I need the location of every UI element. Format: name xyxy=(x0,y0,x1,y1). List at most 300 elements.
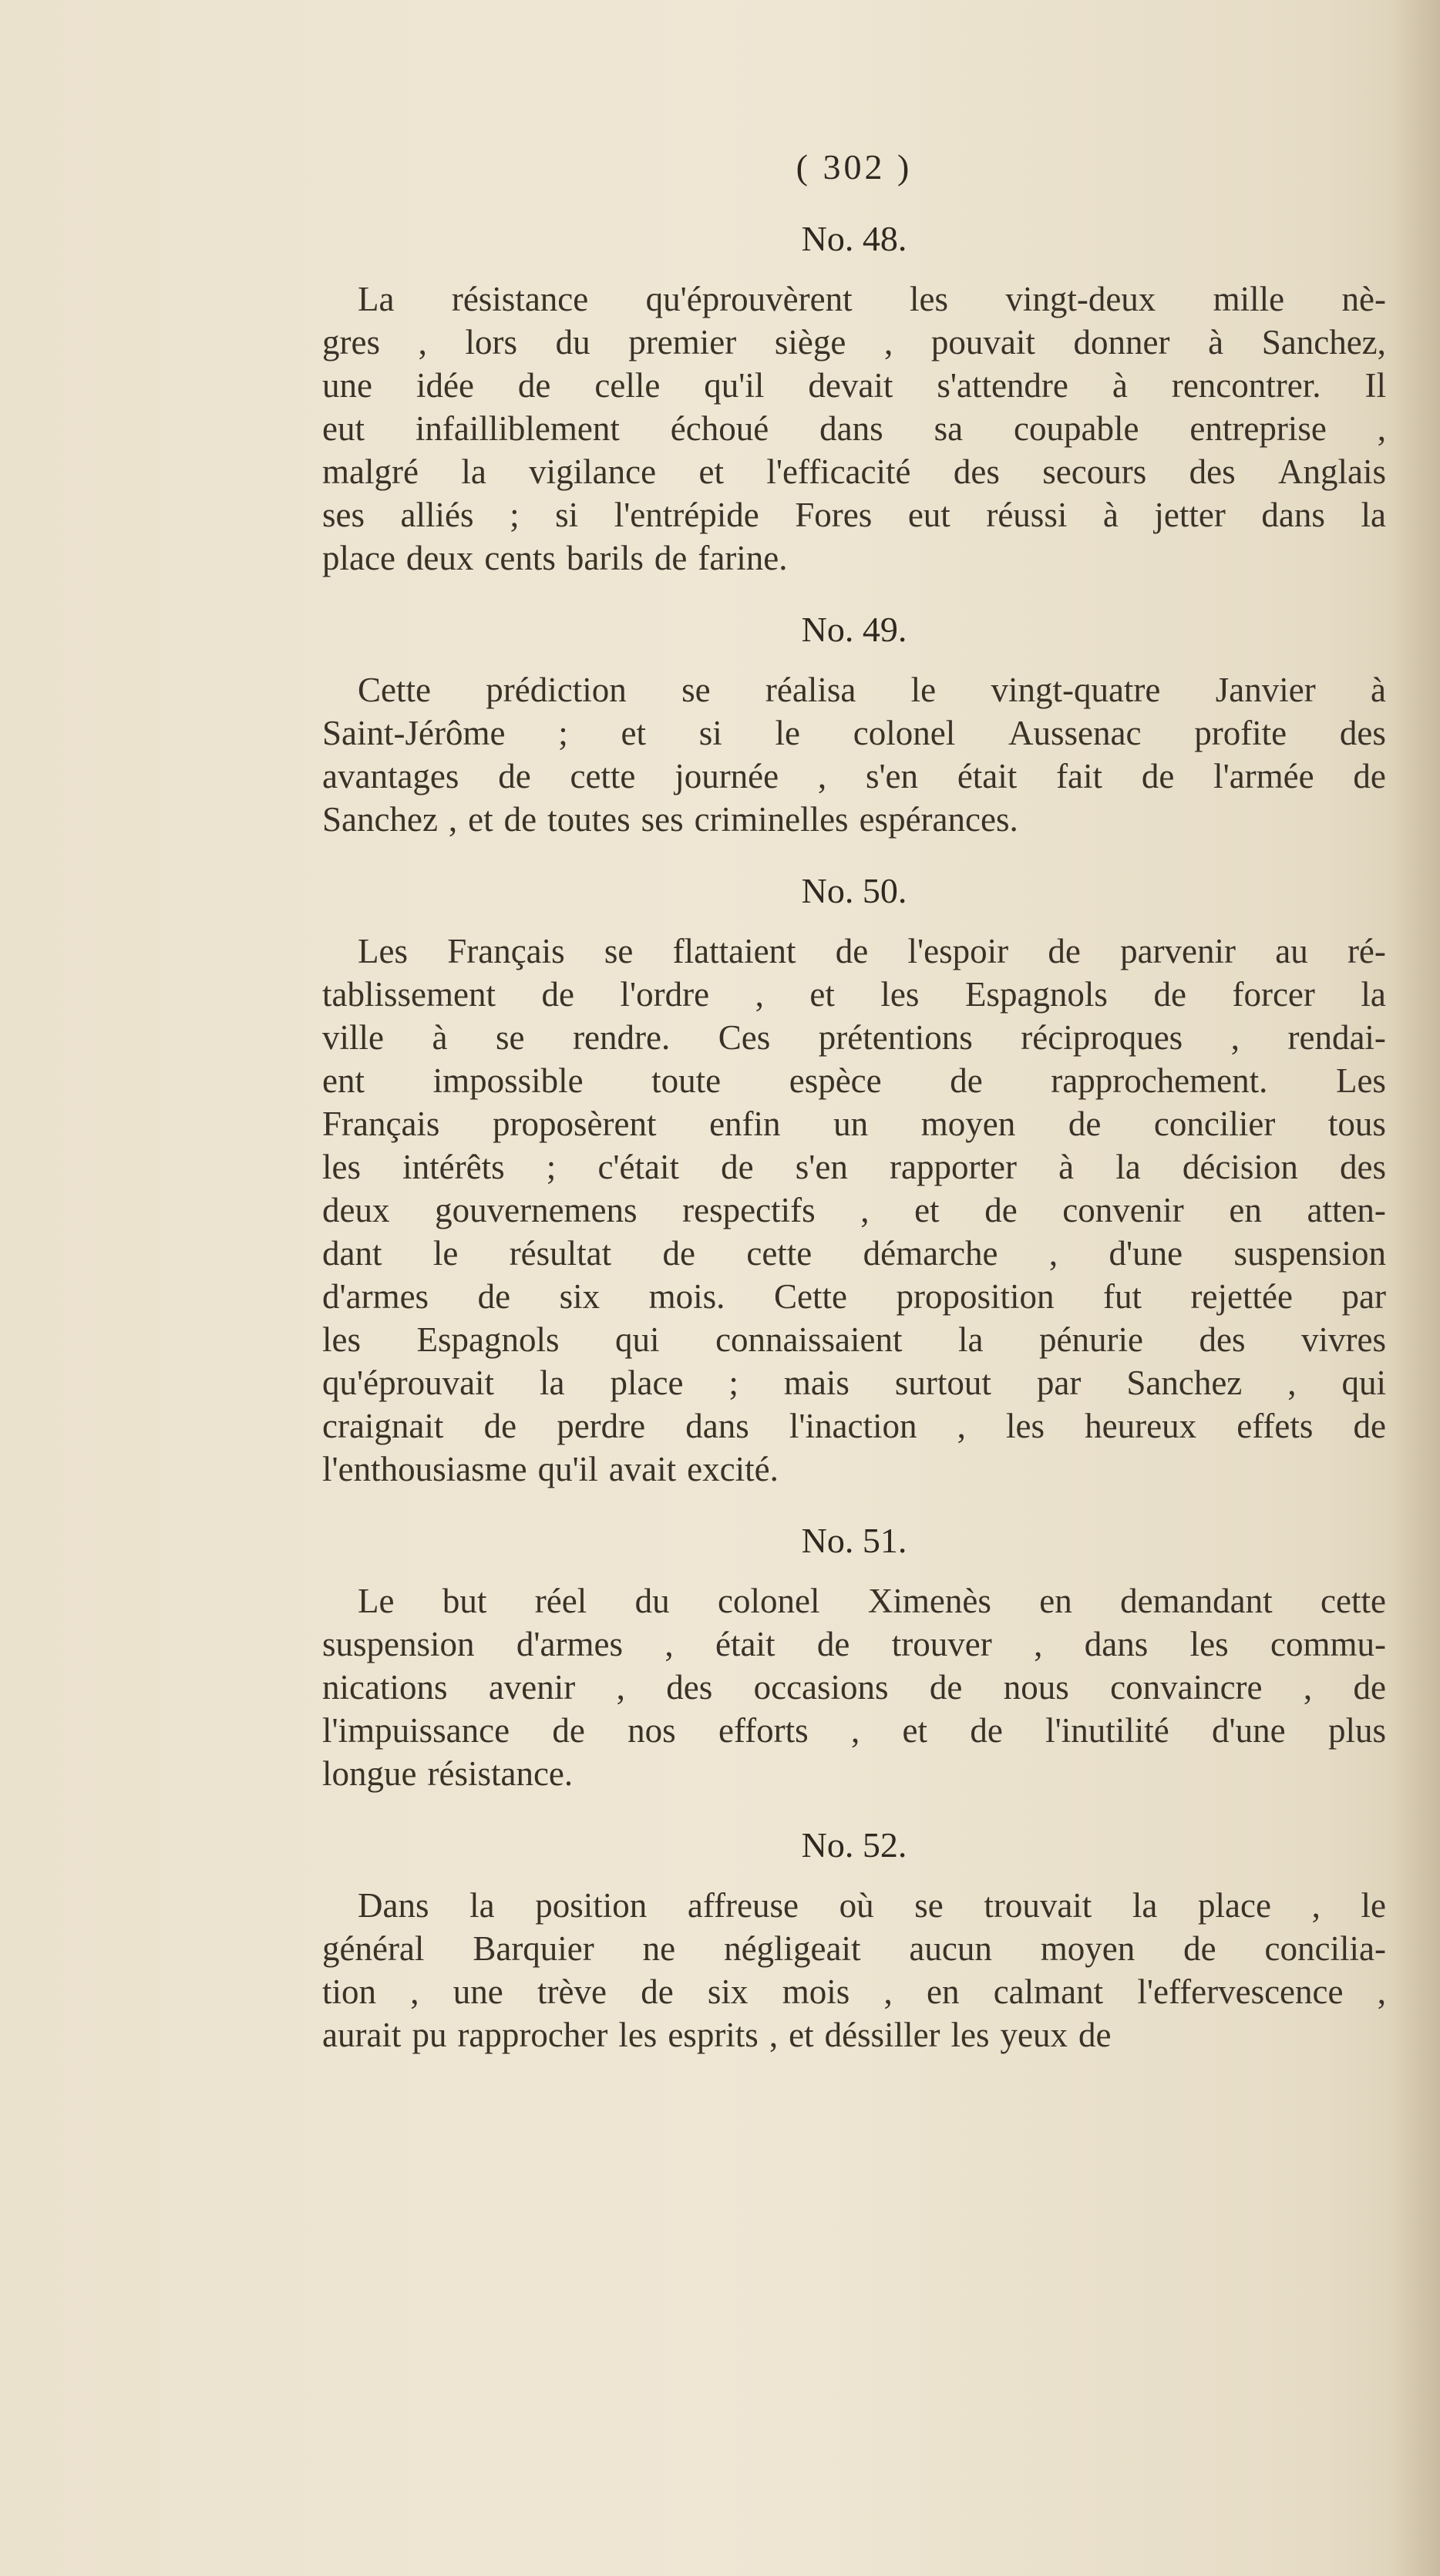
word: , xyxy=(616,1668,625,1707)
word: demandant xyxy=(1120,1582,1273,1620)
text-line xyxy=(322,1927,1386,1970)
text-line xyxy=(322,1884,1386,1927)
word: profite xyxy=(1194,714,1287,752)
word: réciproques xyxy=(1021,1018,1183,1057)
word: dans xyxy=(685,1407,749,1445)
word: trouvait xyxy=(984,1886,1092,1925)
word: mois xyxy=(782,1972,850,2011)
word: résistance xyxy=(451,280,589,318)
word: des xyxy=(1189,452,1236,491)
word: criminelles xyxy=(694,800,849,839)
text-line xyxy=(322,493,1386,536)
word: de xyxy=(517,366,551,405)
word: se xyxy=(914,1886,944,1925)
word: l'espoir xyxy=(907,932,1009,970)
word: qu'il xyxy=(537,1450,598,1488)
word: rendre. xyxy=(573,1018,671,1057)
word: Sanchez, xyxy=(1261,323,1386,362)
text-line xyxy=(322,1318,1386,1361)
word: lors xyxy=(465,323,518,362)
word: Sanchez xyxy=(1126,1364,1243,1402)
word: ville xyxy=(322,1018,384,1057)
word: de xyxy=(950,1061,983,1100)
word: Barquier xyxy=(473,1929,594,1968)
word: cette xyxy=(1321,1582,1386,1620)
word: à xyxy=(1371,671,1386,709)
word: et xyxy=(789,2016,814,2054)
word: vingt-deux xyxy=(1005,280,1156,318)
word: de xyxy=(541,975,574,1014)
word: nous xyxy=(1003,1668,1069,1707)
text-line xyxy=(322,1361,1386,1404)
word: ; xyxy=(546,1148,557,1186)
word: enfin xyxy=(709,1105,781,1143)
word: place xyxy=(322,539,395,577)
word: de xyxy=(1048,932,1081,970)
word: les xyxy=(1189,1625,1229,1663)
word: l'inaction xyxy=(789,1407,917,1445)
text-line xyxy=(322,1709,1386,1752)
word: la xyxy=(958,1320,984,1359)
word: , xyxy=(957,1407,966,1445)
word: le xyxy=(910,671,937,709)
word: , xyxy=(850,1711,860,1750)
word: rapprocher xyxy=(457,2016,608,2054)
word: , xyxy=(1377,1972,1386,2011)
word: si xyxy=(698,714,722,752)
word: nications xyxy=(322,1668,448,1707)
word: la xyxy=(1361,496,1386,534)
word: Sanchez xyxy=(322,800,438,839)
word: devait xyxy=(808,366,893,405)
word: barils xyxy=(566,539,644,577)
word: ses xyxy=(322,496,365,534)
word: nè- xyxy=(1341,280,1386,318)
text-line xyxy=(322,2013,1386,2056)
word: l'inutilité xyxy=(1045,1711,1169,1750)
text-line xyxy=(322,321,1386,364)
word: les xyxy=(618,2016,658,2054)
word: et xyxy=(809,975,835,1014)
word: ; xyxy=(728,1364,739,1402)
word: coupable xyxy=(1014,409,1139,448)
section xyxy=(322,1824,1386,2056)
word: journée xyxy=(675,757,779,795)
word: l'armée xyxy=(1213,757,1314,795)
word: le xyxy=(775,714,800,752)
word: les xyxy=(322,1320,361,1359)
word: s'en xyxy=(865,757,919,795)
word: réalisa xyxy=(765,671,856,709)
word: aurait xyxy=(322,2016,402,2054)
word: à xyxy=(1058,1148,1075,1186)
word: la xyxy=(1361,975,1386,1014)
word: du xyxy=(555,323,590,362)
word: par xyxy=(1036,1364,1082,1402)
word: flattaient xyxy=(672,932,796,970)
word: mille xyxy=(1213,280,1285,318)
word: de xyxy=(835,932,869,970)
page-text-block xyxy=(322,146,1386,2056)
word: dant xyxy=(322,1234,382,1273)
word: concilia- xyxy=(1264,1929,1386,1968)
text-line xyxy=(322,798,1386,841)
word: gouvernemens xyxy=(435,1191,638,1229)
word: fait xyxy=(1056,757,1103,795)
word: et xyxy=(468,800,493,839)
word: entreprise xyxy=(1189,409,1327,448)
word: tion xyxy=(322,1972,377,2011)
word: , xyxy=(1287,1364,1297,1402)
section-heading: No. 50. xyxy=(801,871,907,910)
text-line xyxy=(322,1016,1386,1059)
word: des xyxy=(953,452,1000,491)
word: trève xyxy=(537,1972,607,2011)
word: six xyxy=(559,1277,601,1316)
word: avantages xyxy=(322,757,459,795)
word: nos xyxy=(627,1711,676,1750)
word: but xyxy=(442,1582,487,1620)
word: donner xyxy=(1073,323,1170,362)
word: farine. xyxy=(698,539,788,577)
word: résistance. xyxy=(427,1754,574,1793)
word: eut xyxy=(322,409,365,448)
word: deux xyxy=(322,1191,390,1229)
word: Saint-Jérôme xyxy=(322,714,506,752)
word: réel xyxy=(534,1582,587,1620)
word: de xyxy=(1353,1407,1386,1445)
word: d'une xyxy=(1212,1711,1286,1750)
word: Fores xyxy=(795,496,873,534)
word: déssiller xyxy=(824,2016,940,2054)
word: colonel xyxy=(718,1582,820,1620)
word: proposition xyxy=(896,1277,1055,1316)
text-line xyxy=(322,711,1386,755)
word: et xyxy=(698,452,724,491)
word: à xyxy=(1208,323,1224,362)
word: d'armes xyxy=(516,1625,623,1663)
word: , xyxy=(1311,1886,1321,1925)
word: à xyxy=(1112,366,1128,405)
word: des xyxy=(1339,714,1386,752)
page-number: ( 302 ) xyxy=(796,147,913,187)
word: moyen xyxy=(1040,1929,1136,1968)
word: vivres xyxy=(1300,1320,1386,1359)
word: était xyxy=(715,1625,776,1663)
word: du xyxy=(634,1582,670,1620)
section-heading: No. 49. xyxy=(801,610,907,649)
word: convaincre xyxy=(1110,1668,1263,1707)
word: réussi xyxy=(986,496,1068,534)
text-line xyxy=(322,1970,1386,2013)
word: Cette xyxy=(358,671,431,709)
section xyxy=(322,218,1386,580)
word: avenir xyxy=(488,1668,576,1707)
word: un xyxy=(833,1105,869,1143)
word: le xyxy=(432,1234,459,1273)
word: décision xyxy=(1182,1148,1298,1186)
word: forcer xyxy=(1232,975,1315,1014)
word: de xyxy=(816,1625,850,1663)
word: sa xyxy=(934,409,964,448)
word: se xyxy=(496,1018,525,1057)
word: espérances. xyxy=(859,800,1018,839)
word: en xyxy=(1229,1191,1262,1229)
word: calmant xyxy=(993,1972,1104,2011)
word: , xyxy=(883,1972,893,2011)
word: avait xyxy=(608,1450,677,1488)
word: Janvier xyxy=(1215,671,1316,709)
text-line xyxy=(322,1059,1386,1102)
word: craignait xyxy=(322,1407,444,1445)
word: qu'éprouvèrent xyxy=(645,280,853,318)
word: ses xyxy=(641,800,684,839)
word: de xyxy=(1141,757,1175,795)
word: qu'éprouvait xyxy=(322,1364,495,1402)
word: ent xyxy=(322,1061,365,1100)
word: pouvait xyxy=(930,323,1035,362)
word: commu- xyxy=(1270,1625,1386,1663)
word: toute xyxy=(651,1061,722,1100)
word: rejettée xyxy=(1190,1277,1293,1316)
word: était xyxy=(957,757,1018,795)
word: la xyxy=(469,1886,495,1925)
word: Le xyxy=(358,1582,395,1620)
word: et xyxy=(914,1191,940,1229)
word: idée xyxy=(416,366,474,405)
section-heading: No. 52. xyxy=(801,1825,907,1865)
word: celle xyxy=(594,366,661,405)
word: impossible xyxy=(432,1061,584,1100)
word: , xyxy=(1034,1625,1043,1663)
word: , xyxy=(817,757,827,795)
text-line xyxy=(322,450,1386,493)
word: Aussenac xyxy=(1008,714,1142,752)
word: mois. xyxy=(648,1277,725,1316)
word: de xyxy=(641,1972,674,2011)
word: vingt-quatre xyxy=(991,671,1161,709)
word: pu xyxy=(412,2016,447,2054)
word: l'efficacité xyxy=(766,452,911,491)
text-line xyxy=(322,1579,1386,1623)
text-line xyxy=(322,1448,1386,1491)
word: le xyxy=(1361,1886,1386,1925)
word: respectifs xyxy=(682,1191,816,1229)
word: secours xyxy=(1042,452,1147,491)
word: position xyxy=(535,1886,648,1925)
word: , xyxy=(769,2016,779,2054)
word: d'armes xyxy=(322,1277,429,1316)
word: , xyxy=(1303,1668,1313,1707)
text-line xyxy=(322,536,1386,580)
word: qui xyxy=(615,1320,660,1359)
word: effets xyxy=(1236,1407,1314,1445)
word: fut xyxy=(1103,1277,1142,1316)
word: de xyxy=(1353,1668,1386,1707)
word: Dans xyxy=(358,1886,429,1925)
word: mais xyxy=(783,1364,850,1402)
word: résultat xyxy=(509,1234,612,1273)
word: , xyxy=(1048,1234,1058,1273)
word: de xyxy=(1353,757,1386,795)
word: , xyxy=(860,1191,870,1229)
word: de xyxy=(503,800,537,839)
word: l'impuissance xyxy=(322,1711,510,1750)
word: espèce xyxy=(789,1061,882,1100)
word: une xyxy=(453,1972,503,2011)
word: rencontrer. xyxy=(1171,366,1321,405)
word: prétentions xyxy=(818,1018,973,1057)
section-gap xyxy=(322,1795,1386,1824)
word: rapprochement. xyxy=(1051,1061,1268,1100)
word: se xyxy=(604,932,634,970)
word: au xyxy=(1275,932,1308,970)
word: six xyxy=(707,1972,749,2011)
word: Ximenès xyxy=(867,1582,991,1620)
word: rendai- xyxy=(1287,1018,1386,1057)
word: place xyxy=(610,1364,684,1402)
word: intérêts xyxy=(402,1148,505,1186)
word: des xyxy=(666,1668,713,1707)
text-line xyxy=(322,668,1386,711)
word: concilier xyxy=(1153,1105,1276,1143)
word: surtout xyxy=(894,1364,991,1402)
word: cette xyxy=(746,1234,813,1273)
word: qui xyxy=(1341,1364,1386,1402)
text-line xyxy=(322,1232,1386,1275)
word: tous xyxy=(1327,1105,1386,1143)
word: trouver xyxy=(891,1625,992,1663)
word: de xyxy=(1068,1105,1102,1143)
word: malgré xyxy=(322,452,419,491)
word: moyen xyxy=(920,1105,1016,1143)
word: , xyxy=(664,1625,674,1663)
word: , xyxy=(410,1972,419,2011)
word: , xyxy=(448,800,458,839)
word: place xyxy=(1198,1886,1271,1925)
text-line xyxy=(322,755,1386,798)
text-line xyxy=(322,1752,1386,1795)
word: ; xyxy=(510,496,520,534)
word: premier xyxy=(628,323,737,362)
text-line xyxy=(322,1275,1386,1318)
word: en xyxy=(1039,1582,1072,1620)
word: la xyxy=(1115,1148,1141,1186)
word: , xyxy=(883,323,893,362)
word: se xyxy=(681,671,711,709)
word: Cette xyxy=(773,1277,847,1316)
word: Espagnols xyxy=(964,975,1108,1014)
word: la xyxy=(1132,1886,1158,1925)
word: de xyxy=(654,539,688,577)
word: général xyxy=(322,1929,425,1968)
word: par xyxy=(1341,1277,1386,1316)
word: esprits xyxy=(668,2016,759,2054)
word: les xyxy=(880,975,920,1014)
text-line xyxy=(322,930,1386,973)
word: les xyxy=(950,2016,990,2054)
word: aucun xyxy=(909,1929,992,1968)
word: deux xyxy=(405,539,474,577)
word: de xyxy=(498,757,531,795)
word: de xyxy=(1153,975,1186,1014)
text-line xyxy=(322,277,1386,321)
word: affreuse xyxy=(687,1886,799,1925)
word: des xyxy=(1340,1148,1386,1186)
text-line xyxy=(322,364,1386,407)
word: une xyxy=(322,366,372,405)
section-heading: No. 51. xyxy=(801,1521,907,1560)
word: excité. xyxy=(687,1450,779,1488)
word: eut xyxy=(907,496,950,534)
word: de xyxy=(929,1668,963,1707)
word: colonel xyxy=(853,714,956,752)
word: Anglais xyxy=(1277,452,1386,491)
word: Espagnols xyxy=(416,1320,560,1359)
word: gres xyxy=(322,323,380,362)
text-line xyxy=(322,1404,1386,1448)
word: ré- xyxy=(1347,932,1386,970)
word: efforts xyxy=(718,1711,809,1750)
word: convenir xyxy=(1062,1191,1184,1229)
word: et xyxy=(902,1711,927,1750)
word: si xyxy=(555,496,579,534)
section xyxy=(322,1520,1386,1795)
word: Les xyxy=(1335,1061,1386,1100)
word: dans xyxy=(1261,496,1325,534)
word: siège xyxy=(774,323,846,362)
word: ; xyxy=(558,714,568,752)
word: en xyxy=(926,1972,960,2011)
word: Français xyxy=(322,1105,440,1143)
word: c'était xyxy=(597,1148,679,1186)
word: de xyxy=(984,1191,1018,1229)
word: jetter xyxy=(1154,496,1226,534)
word: Les xyxy=(358,932,408,970)
text-line xyxy=(322,407,1386,450)
text-line xyxy=(322,1666,1386,1709)
word: de xyxy=(477,1277,511,1316)
text-line xyxy=(322,1189,1386,1232)
word: prédiction xyxy=(486,671,627,709)
word: Ces xyxy=(718,1018,771,1057)
word: l'enthousiasme xyxy=(322,1450,527,1488)
word: où xyxy=(839,1886,874,1925)
word: et xyxy=(621,714,646,752)
section xyxy=(322,870,1386,1491)
word: longue xyxy=(322,1754,417,1793)
word: de xyxy=(970,1711,1003,1750)
word: suspension xyxy=(1233,1234,1386,1273)
word: la xyxy=(461,452,486,491)
text-line xyxy=(322,973,1386,1016)
section-gap xyxy=(322,841,1386,870)
word: tablissement xyxy=(322,975,496,1014)
word: de xyxy=(662,1234,695,1273)
text-line xyxy=(322,1623,1386,1666)
word: s'attendre xyxy=(937,366,1068,405)
word: rapporter xyxy=(890,1148,1017,1186)
word: yeux xyxy=(1000,2016,1068,2054)
word: de xyxy=(721,1148,754,1186)
word: Il xyxy=(1364,366,1386,405)
word: de xyxy=(483,1407,517,1445)
word: à xyxy=(432,1018,448,1057)
word: plus xyxy=(1327,1711,1386,1750)
word: cents xyxy=(484,539,556,577)
word: parvenir xyxy=(1120,932,1236,970)
word: qu'il xyxy=(704,366,765,405)
